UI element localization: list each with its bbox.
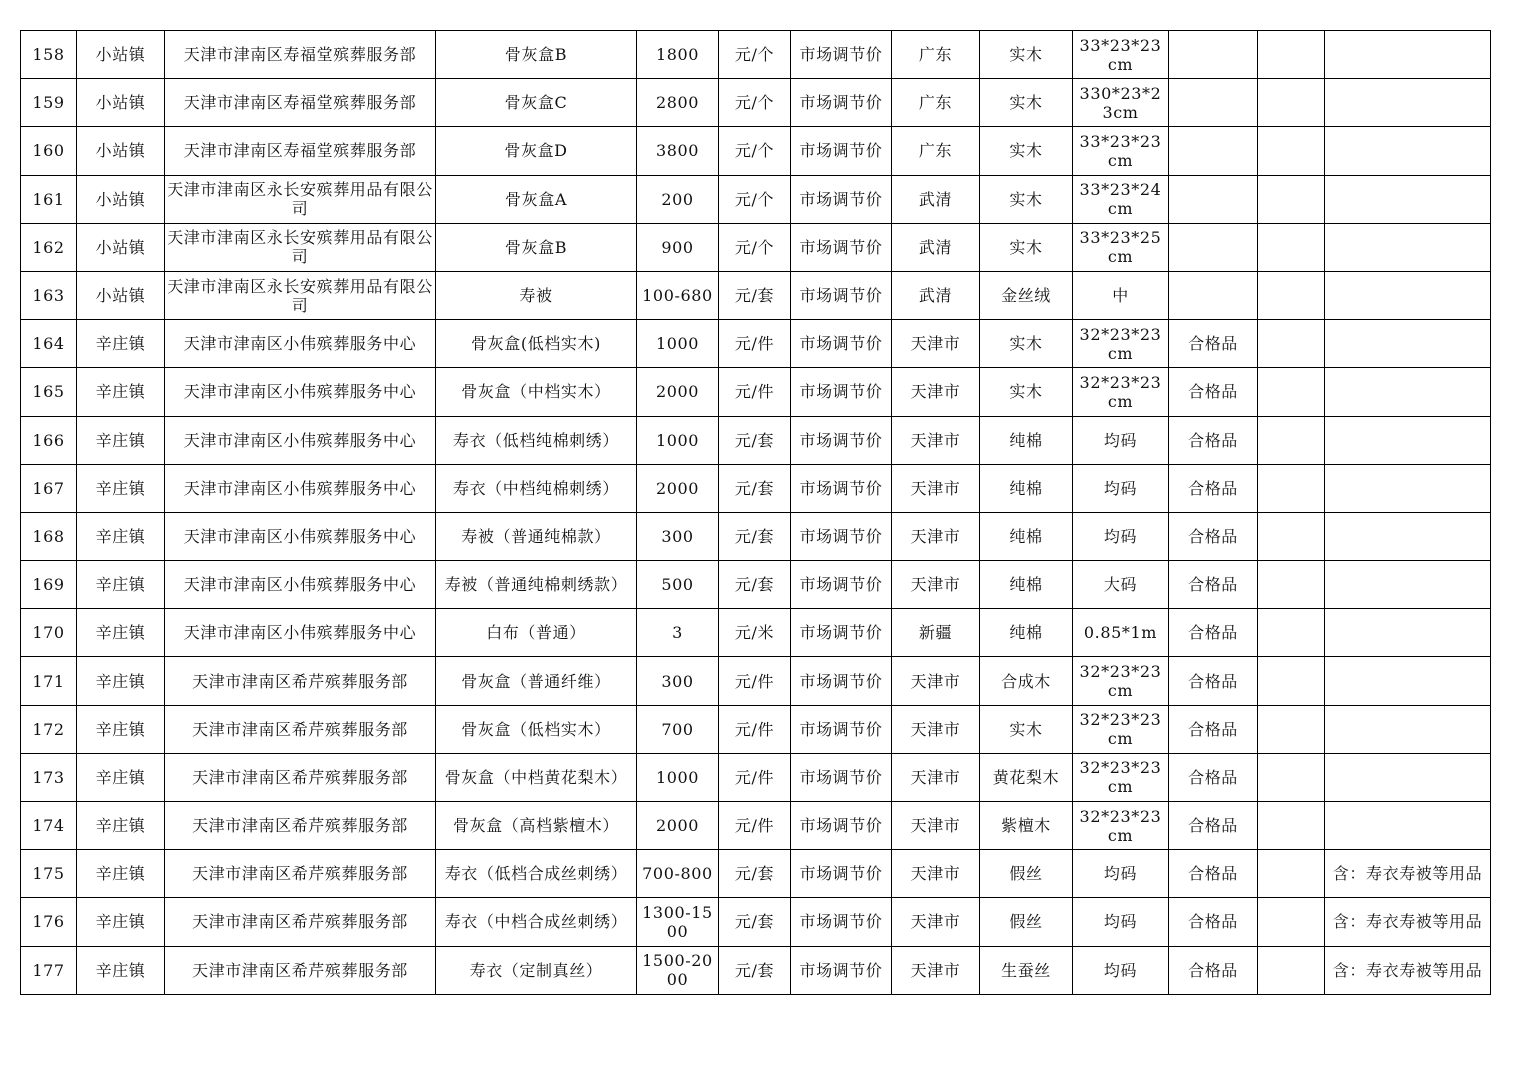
- unit-cell: 元/件: [719, 802, 791, 850]
- town-cell: 小站镇: [77, 79, 165, 127]
- material-cell: 纯棉: [980, 464, 1073, 512]
- origin-cell: 天津市: [892, 320, 980, 368]
- row-index: 158: [21, 31, 77, 79]
- spec-cell: 33*23*25cm: [1073, 223, 1169, 271]
- town-cell: 辛庄镇: [77, 657, 165, 705]
- price-cell: 700-800: [637, 850, 719, 898]
- price-cell: 1300-1500: [637, 898, 719, 946]
- unit-cell: 元/套: [719, 850, 791, 898]
- blank-cell: [1258, 416, 1325, 464]
- note-cell: [1325, 657, 1491, 705]
- blank-cell: [1258, 657, 1325, 705]
- table-row: [21, 223, 1491, 271]
- town-cell: 辛庄镇: [77, 898, 165, 946]
- price-type-cell: 市场调节价: [791, 368, 892, 416]
- spec-cell: 均码: [1073, 464, 1169, 512]
- company-cell: 天津市津南区希芹殡葬服务部: [165, 705, 436, 753]
- quality-cell: [1169, 223, 1258, 271]
- row-index: 173: [21, 753, 77, 801]
- origin-cell: 新疆: [892, 609, 980, 657]
- company-cell: 天津市津南区永长安殡葬用品有限公司: [165, 223, 436, 271]
- note-cell: [1325, 223, 1491, 271]
- unit-cell: 元/个: [719, 175, 791, 223]
- town-cell: 辛庄镇: [77, 802, 165, 850]
- price-type-cell: 市场调节价: [791, 271, 892, 319]
- price-type-cell: 市场调节价: [791, 561, 892, 609]
- origin-cell: 武清: [892, 175, 980, 223]
- quality-cell: 合格品: [1169, 946, 1258, 994]
- note-cell: 含：寿衣寿被等用品: [1325, 898, 1491, 946]
- origin-cell: 广东: [892, 31, 980, 79]
- blank-cell: [1258, 850, 1325, 898]
- note-cell: [1325, 368, 1491, 416]
- material-cell: 纯棉: [980, 416, 1073, 464]
- price-cell: 1800: [637, 31, 719, 79]
- material-cell: 实木: [980, 175, 1073, 223]
- company-cell: 天津市津南区寿福堂殡葬服务部: [165, 31, 436, 79]
- town-cell: 辛庄镇: [77, 609, 165, 657]
- price-cell: 1000: [637, 753, 719, 801]
- note-cell: [1325, 753, 1491, 801]
- spec-cell: 330*23*23cm: [1073, 79, 1169, 127]
- table-row: [21, 753, 1491, 801]
- material-cell: 实木: [980, 705, 1073, 753]
- company-cell: 天津市津南区希芹殡葬服务部: [165, 898, 436, 946]
- unit-cell: 元/个: [719, 31, 791, 79]
- material-cell: 实木: [980, 31, 1073, 79]
- town-cell: 小站镇: [77, 175, 165, 223]
- unit-cell: 元/件: [719, 705, 791, 753]
- quality-cell: [1169, 31, 1258, 79]
- blank-cell: [1258, 175, 1325, 223]
- price-cell: 500: [637, 561, 719, 609]
- origin-cell: 天津市: [892, 753, 980, 801]
- price-type-cell: 市场调节价: [791, 705, 892, 753]
- origin-cell: 天津市: [892, 898, 980, 946]
- quality-cell: 合格品: [1169, 464, 1258, 512]
- origin-cell: 天津市: [892, 657, 980, 705]
- quality-cell: [1169, 79, 1258, 127]
- price-type-cell: 市场调节价: [791, 512, 892, 560]
- spec-cell: 均码: [1073, 898, 1169, 946]
- unit-cell: 元/米: [719, 609, 791, 657]
- price-table: [20, 30, 1491, 995]
- material-cell: 假丝: [980, 898, 1073, 946]
- note-cell: [1325, 561, 1491, 609]
- price-cell: 2000: [637, 464, 719, 512]
- price-type-cell: 市场调节价: [791, 223, 892, 271]
- table-row: [21, 368, 1491, 416]
- row-index: 176: [21, 898, 77, 946]
- product-cell: 骨灰盒（普通纤维）: [436, 657, 637, 705]
- table-row: [21, 79, 1491, 127]
- product-cell: 骨灰盒（中档实木）: [436, 368, 637, 416]
- blank-cell: [1258, 609, 1325, 657]
- blank-cell: [1258, 802, 1325, 850]
- price-type-cell: 市场调节价: [791, 79, 892, 127]
- company-cell: 天津市津南区小伟殡葬服务中心: [165, 464, 436, 512]
- row-index: 165: [21, 368, 77, 416]
- product-cell: 寿被: [436, 271, 637, 319]
- quality-cell: 合格品: [1169, 416, 1258, 464]
- town-cell: 辛庄镇: [77, 416, 165, 464]
- company-cell: 天津市津南区小伟殡葬服务中心: [165, 512, 436, 560]
- row-index: 172: [21, 705, 77, 753]
- price-cell: 2000: [637, 368, 719, 416]
- note-cell: [1325, 271, 1491, 319]
- price-cell: 300: [637, 657, 719, 705]
- table-row: [21, 609, 1491, 657]
- origin-cell: 天津市: [892, 464, 980, 512]
- quality-cell: [1169, 271, 1258, 319]
- quality-cell: 合格品: [1169, 898, 1258, 946]
- blank-cell: [1258, 898, 1325, 946]
- spec-cell: 33*23*23cm: [1073, 31, 1169, 79]
- spec-cell: 32*23*23cm: [1073, 753, 1169, 801]
- material-cell: 实木: [980, 79, 1073, 127]
- note-cell: 含：寿衣寿被等用品: [1325, 850, 1491, 898]
- company-cell: 天津市津南区希芹殡葬服务部: [165, 802, 436, 850]
- blank-cell: [1258, 79, 1325, 127]
- origin-cell: 武清: [892, 223, 980, 271]
- unit-cell: 元/件: [719, 320, 791, 368]
- blank-cell: [1258, 561, 1325, 609]
- price-cell: 3: [637, 609, 719, 657]
- note-cell: [1325, 512, 1491, 560]
- unit-cell: 元/个: [719, 79, 791, 127]
- spec-cell: 均码: [1073, 512, 1169, 560]
- material-cell: 紫檀木: [980, 802, 1073, 850]
- price-cell: 200: [637, 175, 719, 223]
- unit-cell: 元/套: [719, 416, 791, 464]
- table-row: [21, 850, 1491, 898]
- quality-cell: 合格品: [1169, 850, 1258, 898]
- spec-cell: 32*23*23cm: [1073, 320, 1169, 368]
- row-index: 161: [21, 175, 77, 223]
- quality-cell: 合格品: [1169, 657, 1258, 705]
- origin-cell: 天津市: [892, 368, 980, 416]
- origin-cell: 天津市: [892, 512, 980, 560]
- quality-cell: 合格品: [1169, 705, 1258, 753]
- company-cell: 天津市津南区永长安殡葬用品有限公司: [165, 271, 436, 319]
- material-cell: 生蚕丝: [980, 946, 1073, 994]
- table-row: [21, 31, 1491, 79]
- spec-cell: 大码: [1073, 561, 1169, 609]
- note-cell: [1325, 127, 1491, 175]
- price-cell: 2000: [637, 802, 719, 850]
- blank-cell: [1258, 512, 1325, 560]
- origin-cell: 天津市: [892, 561, 980, 609]
- company-cell: 天津市津南区寿福堂殡葬服务部: [165, 79, 436, 127]
- product-cell: 白布（普通）: [436, 609, 637, 657]
- price-type-cell: 市场调节价: [791, 464, 892, 512]
- price-type-cell: 市场调节价: [791, 802, 892, 850]
- spec-cell: 32*23*23cm: [1073, 657, 1169, 705]
- material-cell: 纯棉: [980, 512, 1073, 560]
- note-cell: [1325, 609, 1491, 657]
- note-cell: [1325, 416, 1491, 464]
- price-cell: 300: [637, 512, 719, 560]
- product-cell: 骨灰盒B: [436, 31, 637, 79]
- price-type-cell: 市场调节价: [791, 416, 892, 464]
- spec-cell: 33*23*24cm: [1073, 175, 1169, 223]
- spec-cell: 中: [1073, 271, 1169, 319]
- quality-cell: 合格品: [1169, 802, 1258, 850]
- price-type-cell: 市场调节价: [791, 850, 892, 898]
- town-cell: 辛庄镇: [77, 561, 165, 609]
- material-cell: 实木: [980, 320, 1073, 368]
- price-cell: 2800: [637, 79, 719, 127]
- row-index: 170: [21, 609, 77, 657]
- material-cell: 纯棉: [980, 609, 1073, 657]
- company-cell: 天津市津南区希芹殡葬服务部: [165, 946, 436, 994]
- blank-cell: [1258, 946, 1325, 994]
- company-cell: 天津市津南区希芹殡葬服务部: [165, 850, 436, 898]
- unit-cell: 元/个: [719, 223, 791, 271]
- row-index: 160: [21, 127, 77, 175]
- row-index: 174: [21, 802, 77, 850]
- origin-cell: 武清: [892, 271, 980, 319]
- table-row: [21, 271, 1491, 319]
- table-row: [21, 127, 1491, 175]
- row-index: 167: [21, 464, 77, 512]
- unit-cell: 元/套: [719, 512, 791, 560]
- product-cell: 骨灰盒（高档紫檀木）: [436, 802, 637, 850]
- table-row: [21, 802, 1491, 850]
- price-cell: 3800: [637, 127, 719, 175]
- spec-cell: 32*23*23cm: [1073, 705, 1169, 753]
- row-index: 164: [21, 320, 77, 368]
- blank-cell: [1258, 127, 1325, 175]
- price-type-cell: 市场调节价: [791, 657, 892, 705]
- price-cell: 1500-2000: [637, 946, 719, 994]
- company-cell: 天津市津南区寿福堂殡葬服务部: [165, 127, 436, 175]
- blank-cell: [1258, 320, 1325, 368]
- table-row: [21, 898, 1491, 946]
- unit-cell: 元/件: [719, 368, 791, 416]
- town-cell: 小站镇: [77, 127, 165, 175]
- table-row: [21, 175, 1491, 223]
- town-cell: 辛庄镇: [77, 512, 165, 560]
- price-cell: 1000: [637, 416, 719, 464]
- note-cell: [1325, 705, 1491, 753]
- spec-cell: 0.85*1m: [1073, 609, 1169, 657]
- product-cell: 寿衣（低档纯棉刺绣）: [436, 416, 637, 464]
- product-cell: 寿衣（定制真丝）: [436, 946, 637, 994]
- price-type-cell: 市场调节价: [791, 31, 892, 79]
- note-cell: [1325, 802, 1491, 850]
- quality-cell: 合格品: [1169, 512, 1258, 560]
- product-cell: 骨灰盒（中档黄花梨木）: [436, 753, 637, 801]
- note-cell: [1325, 31, 1491, 79]
- blank-cell: [1258, 271, 1325, 319]
- price-cell: 100-680: [637, 271, 719, 319]
- price-cell: 1000: [637, 320, 719, 368]
- product-cell: 骨灰盒(低档实木): [436, 320, 637, 368]
- quality-cell: 合格品: [1169, 320, 1258, 368]
- product-cell: 骨灰盒B: [436, 223, 637, 271]
- spec-cell: 均码: [1073, 850, 1169, 898]
- product-cell: 骨灰盒（低档实木）: [436, 705, 637, 753]
- spec-cell: 33*23*23cm: [1073, 127, 1169, 175]
- table-row: [21, 464, 1491, 512]
- town-cell: 小站镇: [77, 31, 165, 79]
- product-cell: 骨灰盒D: [436, 127, 637, 175]
- spec-cell: 均码: [1073, 946, 1169, 994]
- note-cell: [1325, 175, 1491, 223]
- company-cell: 天津市津南区希芹殡葬服务部: [165, 753, 436, 801]
- quality-cell: [1169, 127, 1258, 175]
- company-cell: 天津市津南区小伟殡葬服务中心: [165, 320, 436, 368]
- town-cell: 辛庄镇: [77, 705, 165, 753]
- blank-cell: [1258, 31, 1325, 79]
- material-cell: 金丝绒: [980, 271, 1073, 319]
- material-cell: 实木: [980, 223, 1073, 271]
- company-cell: 天津市津南区希芹殡葬服务部: [165, 657, 436, 705]
- town-cell: 小站镇: [77, 223, 165, 271]
- spec-cell: 32*23*23cm: [1073, 368, 1169, 416]
- material-cell: 假丝: [980, 850, 1073, 898]
- unit-cell: 元/个: [719, 127, 791, 175]
- product-cell: 寿被（普通纯棉刺绣款）: [436, 561, 637, 609]
- note-cell: [1325, 464, 1491, 512]
- material-cell: 纯棉: [980, 561, 1073, 609]
- table-row: [21, 512, 1491, 560]
- product-cell: 寿衣（低档合成丝刺绣）: [436, 850, 637, 898]
- blank-cell: [1258, 753, 1325, 801]
- quality-cell: 合格品: [1169, 368, 1258, 416]
- row-index: 162: [21, 223, 77, 271]
- unit-cell: 元/套: [719, 946, 791, 994]
- town-cell: 辛庄镇: [77, 368, 165, 416]
- company-cell: 天津市津南区小伟殡葬服务中心: [165, 609, 436, 657]
- table-body: [21, 31, 1491, 995]
- origin-cell: 广东: [892, 127, 980, 175]
- product-cell: 寿被（普通纯棉款）: [436, 512, 637, 560]
- material-cell: 合成木: [980, 657, 1073, 705]
- quality-cell: [1169, 175, 1258, 223]
- row-index: 175: [21, 850, 77, 898]
- note-cell: 含：寿衣寿被等用品: [1325, 946, 1491, 994]
- origin-cell: 广东: [892, 79, 980, 127]
- origin-cell: 天津市: [892, 850, 980, 898]
- origin-cell: 天津市: [892, 705, 980, 753]
- note-cell: [1325, 320, 1491, 368]
- unit-cell: 元/套: [719, 898, 791, 946]
- unit-cell: 元/套: [719, 271, 791, 319]
- spec-cell: 均码: [1073, 416, 1169, 464]
- town-cell: 辛庄镇: [77, 753, 165, 801]
- company-cell: 天津市津南区小伟殡葬服务中心: [165, 368, 436, 416]
- material-cell: 实木: [980, 127, 1073, 175]
- company-cell: 天津市津南区小伟殡葬服务中心: [165, 561, 436, 609]
- spec-cell: 32*23*23cm: [1073, 802, 1169, 850]
- price-type-cell: 市场调节价: [791, 609, 892, 657]
- row-index: 169: [21, 561, 77, 609]
- blank-cell: [1258, 705, 1325, 753]
- row-index: 163: [21, 271, 77, 319]
- price-type-cell: 市场调节价: [791, 127, 892, 175]
- unit-cell: 元/套: [719, 561, 791, 609]
- table-row: [21, 657, 1491, 705]
- material-cell: 黄花梨木: [980, 753, 1073, 801]
- blank-cell: [1258, 223, 1325, 271]
- price-type-cell: 市场调节价: [791, 946, 892, 994]
- company-cell: 天津市津南区永长安殡葬用品有限公司: [165, 175, 436, 223]
- table-row: [21, 705, 1491, 753]
- price-type-cell: 市场调节价: [791, 320, 892, 368]
- row-index: 171: [21, 657, 77, 705]
- town-cell: 辛庄镇: [77, 946, 165, 994]
- quality-cell: 合格品: [1169, 561, 1258, 609]
- product-cell: 寿衣（中档合成丝刺绣）: [436, 898, 637, 946]
- origin-cell: 天津市: [892, 416, 980, 464]
- table-row: [21, 416, 1491, 464]
- town-cell: 小站镇: [77, 271, 165, 319]
- product-cell: 骨灰盒C: [436, 79, 637, 127]
- row-index: 177: [21, 946, 77, 994]
- unit-cell: 元/件: [719, 753, 791, 801]
- material-cell: 实木: [980, 368, 1073, 416]
- company-cell: 天津市津南区小伟殡葬服务中心: [165, 416, 436, 464]
- unit-cell: 元/套: [719, 464, 791, 512]
- price-cell: 700: [637, 705, 719, 753]
- price-cell: 900: [637, 223, 719, 271]
- town-cell: 辛庄镇: [77, 320, 165, 368]
- row-index: 166: [21, 416, 77, 464]
- blank-cell: [1258, 368, 1325, 416]
- price-type-cell: 市场调节价: [791, 753, 892, 801]
- origin-cell: 天津市: [892, 946, 980, 994]
- origin-cell: 天津市: [892, 802, 980, 850]
- table-row: [21, 320, 1491, 368]
- row-index: 159: [21, 79, 77, 127]
- unit-cell: 元/件: [719, 657, 791, 705]
- town-cell: 辛庄镇: [77, 464, 165, 512]
- blank-cell: [1258, 464, 1325, 512]
- note-cell: [1325, 79, 1491, 127]
- table-row: [21, 946, 1491, 994]
- table-row: [21, 561, 1491, 609]
- product-cell: 骨灰盒A: [436, 175, 637, 223]
- quality-cell: 合格品: [1169, 753, 1258, 801]
- town-cell: 辛庄镇: [77, 850, 165, 898]
- product-cell: 寿衣（中档纯棉刺绣）: [436, 464, 637, 512]
- price-type-cell: 市场调节价: [791, 898, 892, 946]
- price-type-cell: 市场调节价: [791, 175, 892, 223]
- row-index: 168: [21, 512, 77, 560]
- quality-cell: 合格品: [1169, 609, 1258, 657]
